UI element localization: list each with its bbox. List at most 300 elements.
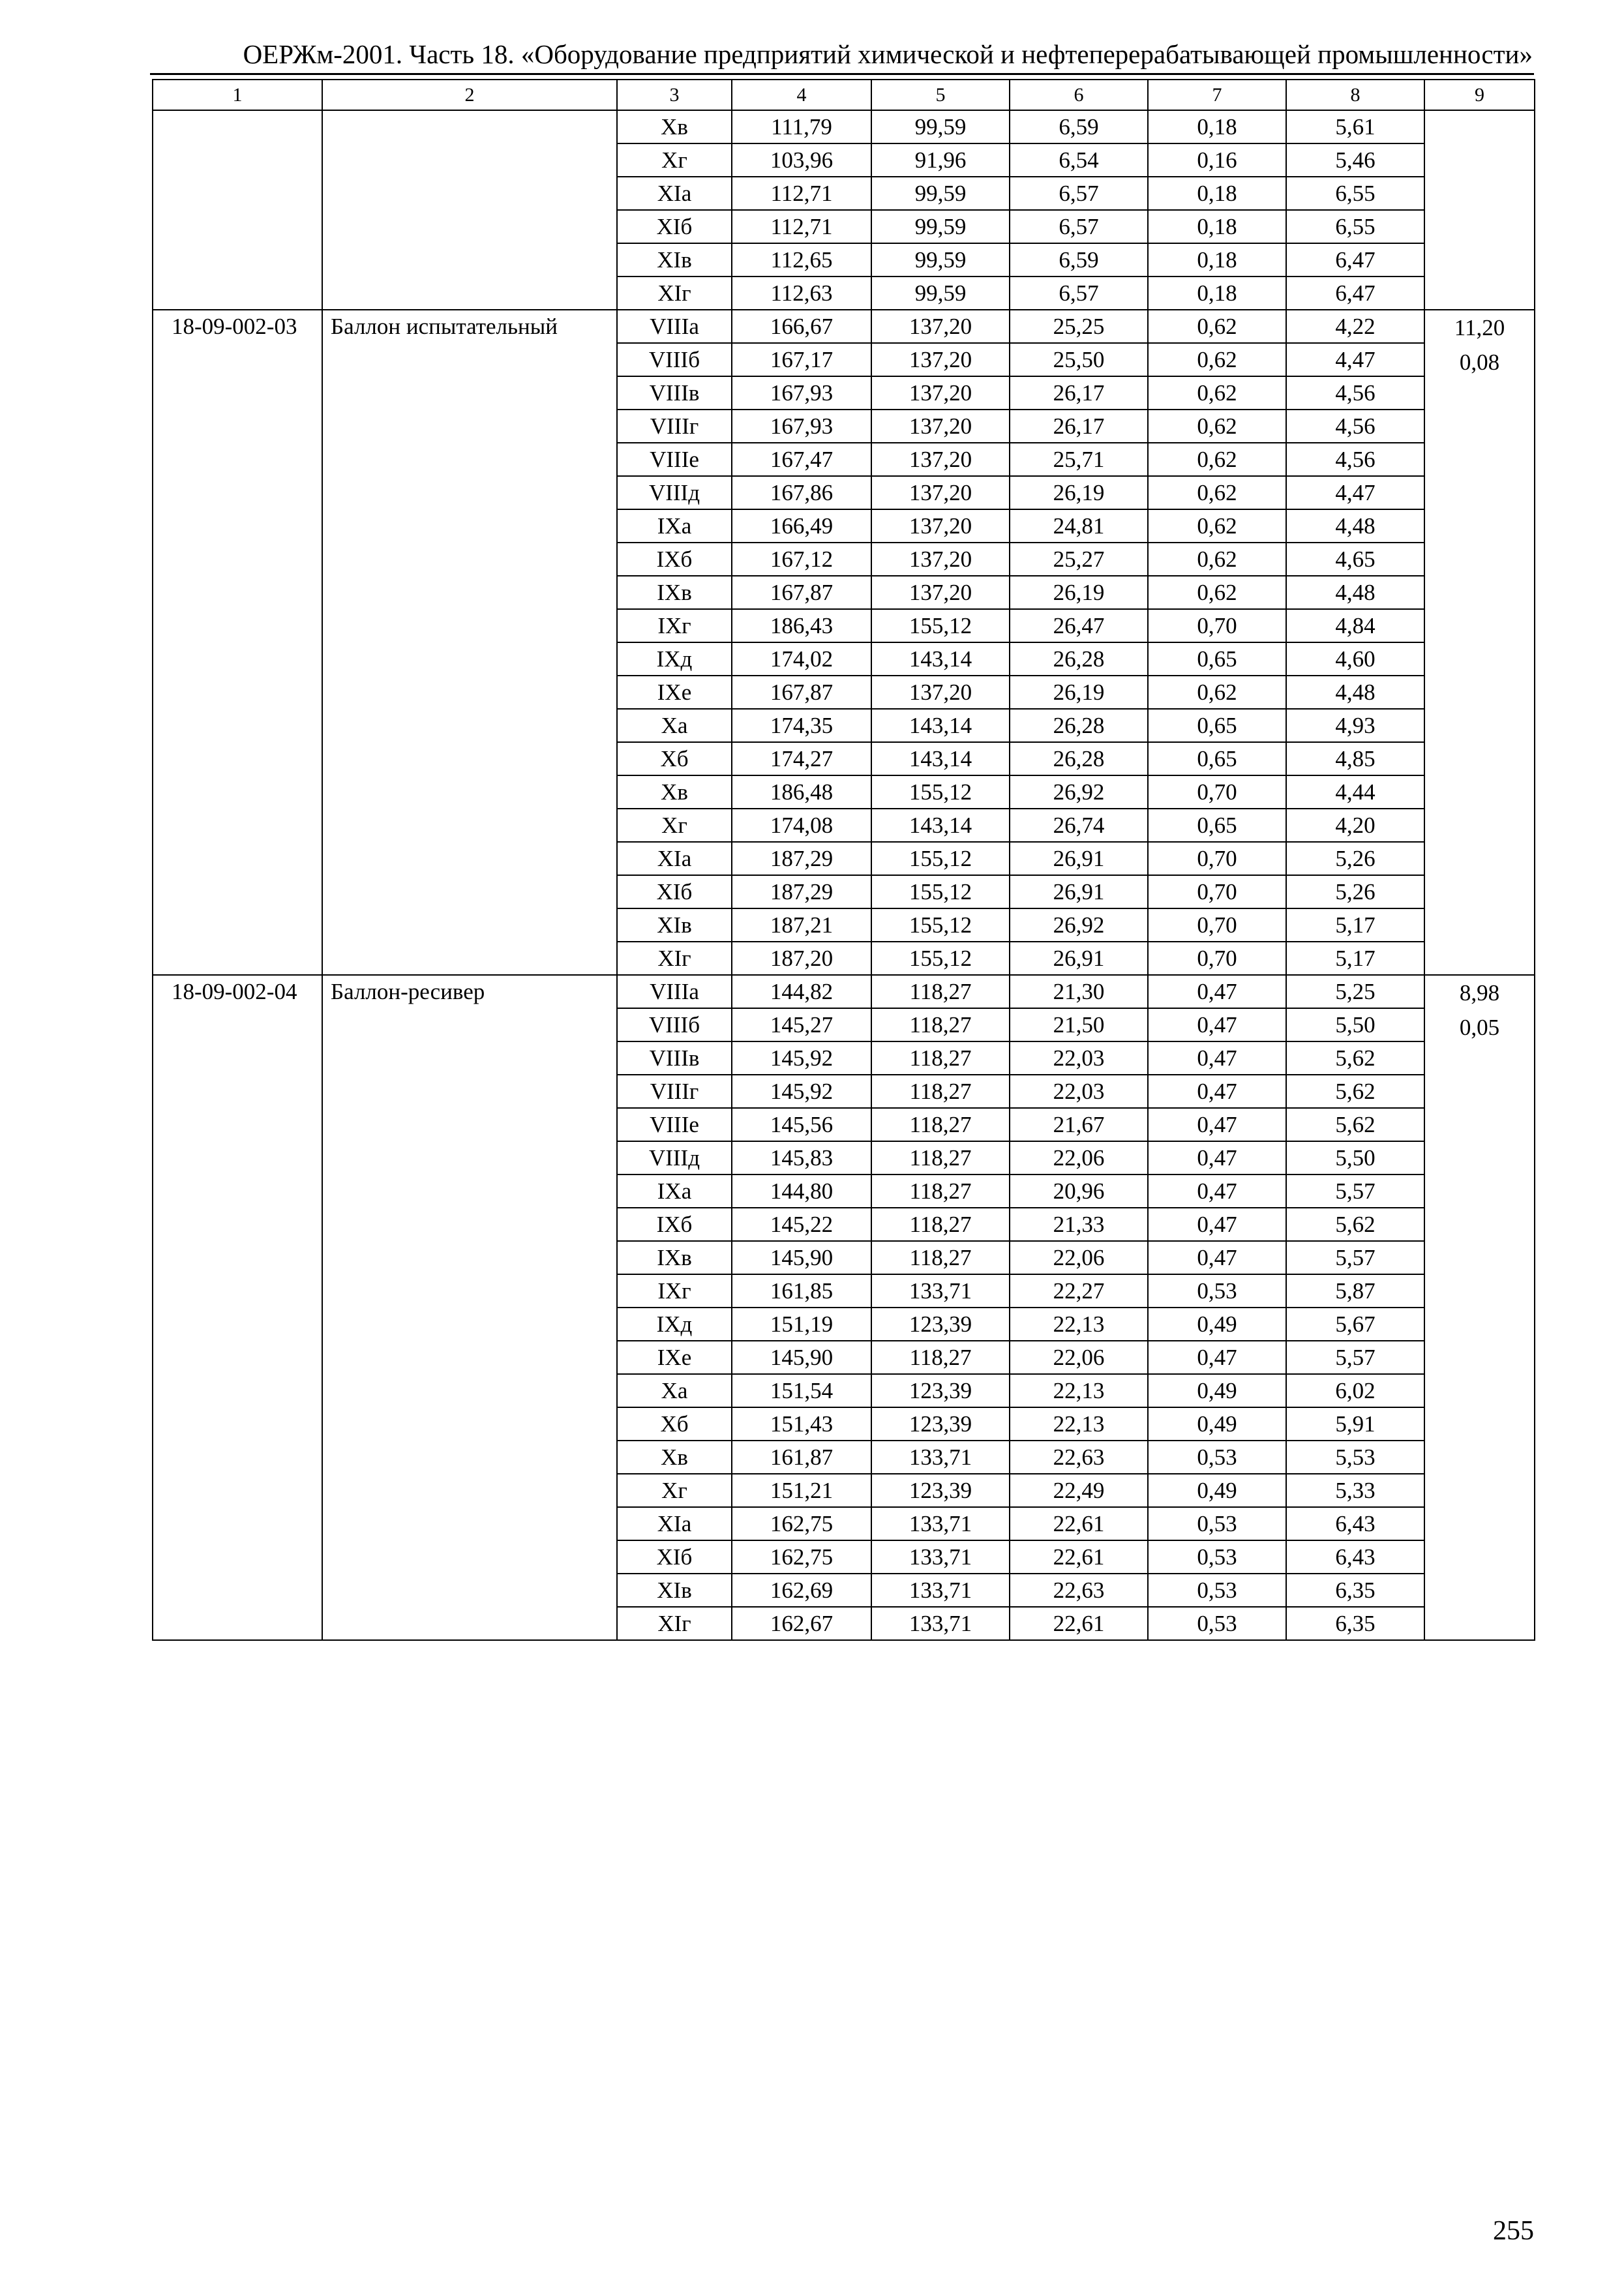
value-cell: 145,90 (732, 1341, 871, 1374)
value-cell: 112,71 (732, 177, 871, 210)
value-cell: 5,17 (1286, 942, 1424, 975)
value-cell: 118,27 (871, 1341, 1010, 1374)
value-cell: 4,84 (1286, 609, 1424, 642)
value-cell: 0,65 (1148, 742, 1286, 775)
value-cell: 167,93 (732, 410, 871, 443)
value-cell: 155,12 (871, 775, 1010, 809)
value-cell: 26,17 (1010, 376, 1148, 410)
value-cell: 167,87 (732, 676, 871, 709)
value-cell: 22,06 (1010, 1241, 1148, 1274)
value-cell: 0,18 (1148, 110, 1286, 143)
value-cell: 0,65 (1148, 709, 1286, 742)
value-cell: 6,57 (1010, 277, 1148, 310)
value-cell: 144,82 (732, 975, 871, 1008)
value-cell: 155,12 (871, 842, 1010, 875)
value-cell: 137,20 (871, 376, 1010, 410)
value-cell: 26,17 (1010, 410, 1148, 443)
variant-cell: VIIIд (617, 1141, 732, 1174)
value-cell: 5,46 (1286, 143, 1424, 177)
value-cell: 0,47 (1148, 1141, 1286, 1174)
value-cell: 6,47 (1286, 277, 1424, 310)
value-cell: 6,55 (1286, 177, 1424, 210)
column-number: 2 (322, 80, 617, 110)
variant-cell: ХIг (617, 277, 732, 310)
value-cell: 22,13 (1010, 1374, 1148, 1407)
value-cell: 0,53 (1148, 1540, 1286, 1574)
value-cell: 123,39 (871, 1407, 1010, 1441)
value-cell: 4,60 (1286, 642, 1424, 676)
value-cell: 0,70 (1148, 775, 1286, 809)
value-cell: 155,12 (871, 942, 1010, 975)
value-cell: 0,70 (1148, 875, 1286, 908)
value-cell: 123,39 (871, 1308, 1010, 1341)
value-cell: 0,18 (1148, 277, 1286, 310)
value-cell: 5,57 (1286, 1341, 1424, 1374)
value-cell: 99,59 (871, 210, 1010, 243)
variant-cell: IХа (617, 1174, 732, 1208)
variant-cell: Хб (617, 1407, 732, 1441)
value-cell: 5,25 (1286, 975, 1424, 1008)
variant-cell: IХг (617, 609, 732, 642)
value-cell: 0,62 (1148, 543, 1286, 576)
value-cell: 187,20 (732, 942, 871, 975)
variant-cell: IХв (617, 576, 732, 609)
value-cell: 22,63 (1010, 1574, 1148, 1607)
value-cell: 0,16 (1148, 143, 1286, 177)
value-cell: 112,71 (732, 210, 871, 243)
value-cell: 118,27 (871, 1075, 1010, 1108)
variant-cell: IХд (617, 642, 732, 676)
value-cell: 5,57 (1286, 1174, 1424, 1208)
value-cell: 26,28 (1010, 742, 1148, 775)
value-cell: 137,20 (871, 410, 1010, 443)
value-cell: 0,62 (1148, 376, 1286, 410)
value-cell: 5,91 (1286, 1407, 1424, 1441)
variant-cell: ХIб (617, 210, 732, 243)
value-cell: 0,49 (1148, 1374, 1286, 1407)
value-cell: 5,17 (1286, 908, 1424, 942)
value-cell: 5,67 (1286, 1308, 1424, 1341)
variant-cell: IХа (617, 509, 732, 543)
value-cell: 6,43 (1286, 1540, 1424, 1574)
value-cell: 0,53 (1148, 1607, 1286, 1640)
value-cell: 22,61 (1010, 1540, 1148, 1574)
value-cell: 5,33 (1286, 1474, 1424, 1507)
value-cell: 123,39 (871, 1474, 1010, 1507)
variant-cell: Хг (617, 143, 732, 177)
value-cell: 174,02 (732, 642, 871, 676)
value-cell: 144,80 (732, 1174, 871, 1208)
value-cell: 6,47 (1286, 243, 1424, 277)
value-cell: 0,70 (1148, 842, 1286, 875)
value-cell: 22,27 (1010, 1274, 1148, 1308)
variant-cell: VIIIе (617, 443, 732, 476)
value-cell: 133,71 (871, 1540, 1010, 1574)
variant-cell: ХIб (617, 875, 732, 908)
value-cell: 0,53 (1148, 1274, 1286, 1308)
value-cell: 0,62 (1148, 343, 1286, 376)
value-cell: 133,71 (871, 1607, 1010, 1640)
value-cell: 22,63 (1010, 1441, 1148, 1474)
value-cell: 21,50 (1010, 1008, 1148, 1041)
value-cell: 151,19 (732, 1308, 871, 1341)
value-cell: 6,57 (1010, 210, 1148, 243)
variant-cell: Хв (617, 110, 732, 143)
value-cell: 0,47 (1148, 1108, 1286, 1141)
column-number: 5 (871, 80, 1010, 110)
value-cell: 0,53 (1148, 1507, 1286, 1540)
value-cell: 167,47 (732, 443, 871, 476)
materials-value: 0,05 (1459, 1015, 1500, 1040)
value-cell: 6,35 (1286, 1607, 1424, 1640)
value-cell: 0,70 (1148, 942, 1286, 975)
variant-cell: VIIIа (617, 975, 732, 1008)
value-cell: 0,62 (1148, 310, 1286, 343)
value-cell: 145,22 (732, 1208, 871, 1241)
value-cell: 155,12 (871, 908, 1010, 942)
value-cell: 26,92 (1010, 775, 1148, 809)
value-cell: 6,54 (1010, 143, 1148, 177)
value-cell: 0,47 (1148, 1075, 1286, 1108)
table-row (153, 110, 1535, 143)
value-cell: 4,48 (1286, 676, 1424, 709)
value-cell: 4,56 (1286, 376, 1424, 410)
value-cell: 25,71 (1010, 443, 1148, 476)
value-cell: 6,59 (1010, 243, 1148, 277)
materials-value: 0,08 (1459, 350, 1500, 375)
value-cell: 155,12 (871, 875, 1010, 908)
value-cell: 143,14 (871, 809, 1010, 842)
value-cell: 145,92 (732, 1075, 871, 1108)
value-cell: 143,14 (871, 709, 1010, 742)
variant-cell: Хг (617, 1474, 732, 1507)
variant-cell: ХIг (617, 942, 732, 975)
variant-cell: ХIв (617, 908, 732, 942)
value-cell: 26,19 (1010, 476, 1148, 509)
value-cell: 22,03 (1010, 1041, 1148, 1075)
variant-cell: ХIв (617, 243, 732, 277)
materials-value: 11,20 (1454, 315, 1505, 340)
variant-cell: IХв (617, 1241, 732, 1274)
value-cell: 151,54 (732, 1374, 871, 1407)
value-cell: 22,06 (1010, 1341, 1148, 1374)
column-number: 4 (732, 80, 871, 110)
column-number: 3 (617, 80, 732, 110)
value-cell: 118,27 (871, 1008, 1010, 1041)
value-cell: 5,87 (1286, 1274, 1424, 1308)
value-cell: 174,08 (732, 809, 871, 842)
value-cell: 99,59 (871, 243, 1010, 277)
value-cell: 133,71 (871, 1507, 1010, 1540)
value-cell: 0,18 (1148, 177, 1286, 210)
value-cell: 6,35 (1286, 1574, 1424, 1607)
value-cell: 162,75 (732, 1507, 871, 1540)
variant-cell: ХIа (617, 842, 732, 875)
item-code: 18-09-002-03 (153, 310, 322, 975)
variant-cell: VIIIб (617, 343, 732, 376)
table-body (153, 80, 1535, 1640)
value-cell: 133,71 (871, 1441, 1010, 1474)
value-cell: 0,18 (1148, 243, 1286, 277)
value-cell: 137,20 (871, 676, 1010, 709)
value-cell: 6,02 (1286, 1374, 1424, 1407)
value-cell: 26,92 (1010, 908, 1148, 942)
value-cell: 0,47 (1148, 975, 1286, 1008)
value-cell: 21,33 (1010, 1208, 1148, 1241)
value-cell: 145,56 (732, 1108, 871, 1141)
value-cell: 0,49 (1148, 1407, 1286, 1441)
value-cell: 0,70 (1148, 908, 1286, 942)
value-cell: 137,20 (871, 443, 1010, 476)
variant-cell: Ха (617, 709, 732, 742)
value-cell: 4,85 (1286, 742, 1424, 775)
value-cell: 137,20 (871, 476, 1010, 509)
rates-table (152, 79, 1535, 1641)
header-rule (150, 73, 1534, 75)
value-cell: 118,27 (871, 975, 1010, 1008)
value-cell: 20,96 (1010, 1174, 1148, 1208)
running-header: ОЕРЖм-2001. Часть 18. «Оборудование предприятий химической и нефтеперерабатывающей промышленности» (243, 39, 1533, 69)
value-cell: 26,19 (1010, 676, 1148, 709)
value-cell: 5,53 (1286, 1441, 1424, 1474)
value-cell: 187,21 (732, 908, 871, 942)
value-cell: 143,14 (871, 742, 1010, 775)
value-cell: 103,96 (732, 143, 871, 177)
value-cell: 26,91 (1010, 875, 1148, 908)
value-cell: 26,28 (1010, 709, 1148, 742)
value-cell: 0,62 (1148, 509, 1286, 543)
value-cell: 162,75 (732, 1540, 871, 1574)
variant-cell: VIIIд (617, 476, 732, 509)
value-cell: 5,50 (1286, 1008, 1424, 1041)
column-number: 6 (1010, 80, 1148, 110)
value-cell: 118,27 (871, 1108, 1010, 1141)
variant-cell: IХг (617, 1274, 732, 1308)
value-cell: 166,49 (732, 509, 871, 543)
value-cell: 0,47 (1148, 1174, 1286, 1208)
value-cell: 123,39 (871, 1374, 1010, 1407)
value-cell: 133,71 (871, 1274, 1010, 1308)
value-cell: 26,47 (1010, 609, 1148, 642)
value-cell: 22,13 (1010, 1407, 1148, 1441)
variant-cell: IХе (617, 676, 732, 709)
variant-cell: VIIIб (617, 1008, 732, 1041)
value-cell: 186,48 (732, 775, 871, 809)
value-cell: 22,61 (1010, 1507, 1148, 1540)
value-cell: 0,18 (1148, 210, 1286, 243)
variant-cell: VIIIг (617, 1075, 732, 1108)
value-cell: 167,86 (732, 476, 871, 509)
value-cell: 137,20 (871, 543, 1010, 576)
variant-cell: VIIIа (617, 310, 732, 343)
value-cell: 167,17 (732, 343, 871, 376)
value-cell: 167,12 (732, 543, 871, 576)
value-cell: 174,35 (732, 709, 871, 742)
variant-cell: Хб (617, 742, 732, 775)
value-cell: 4,93 (1286, 709, 1424, 742)
value-cell: 0,62 (1148, 410, 1286, 443)
value-cell: 0,62 (1148, 676, 1286, 709)
value-cell: 6,55 (1286, 210, 1424, 243)
value-cell: 4,48 (1286, 576, 1424, 609)
value-cell: 0,47 (1148, 1241, 1286, 1274)
variant-cell: VIIIг (617, 410, 732, 443)
value-cell: 0,53 (1148, 1574, 1286, 1607)
column-number: 8 (1286, 80, 1424, 110)
variant-cell: ХIв (617, 1574, 732, 1607)
value-cell: 5,26 (1286, 875, 1424, 908)
item-code: 18-09-002-04 (153, 975, 322, 1640)
value-cell: 4,20 (1286, 809, 1424, 842)
value-cell: 151,21 (732, 1474, 871, 1507)
value-cell: 4,56 (1286, 410, 1424, 443)
value-cell: 22,06 (1010, 1141, 1148, 1174)
value-cell: 22,03 (1010, 1075, 1148, 1108)
variant-cell: Хв (617, 775, 732, 809)
value-cell: 151,43 (732, 1407, 871, 1441)
value-cell: 5,57 (1286, 1241, 1424, 1274)
column-number: 7 (1148, 80, 1286, 110)
value-cell: 4,48 (1286, 509, 1424, 543)
value-cell: 0,62 (1148, 443, 1286, 476)
value-cell: 26,74 (1010, 809, 1148, 842)
value-cell: 0,49 (1148, 1474, 1286, 1507)
item-name: Баллон испытательный (322, 310, 617, 975)
value-cell: 24,81 (1010, 509, 1148, 543)
value-cell: 26,91 (1010, 842, 1148, 875)
value-cell: 0,47 (1148, 1041, 1286, 1075)
value-cell: 5,62 (1286, 1075, 1424, 1108)
value-cell: 25,50 (1010, 343, 1148, 376)
value-cell: 5,61 (1286, 110, 1424, 143)
value-cell: 21,67 (1010, 1108, 1148, 1141)
materials-cell (1424, 975, 1535, 1640)
item-name (322, 110, 617, 310)
variant-cell: ХIб (617, 1540, 732, 1574)
value-cell: 4,65 (1286, 543, 1424, 576)
value-cell: 137,20 (871, 310, 1010, 343)
column-number-row (153, 80, 1535, 110)
value-cell: 137,20 (871, 343, 1010, 376)
value-cell: 161,87 (732, 1441, 871, 1474)
value-cell: 4,47 (1286, 343, 1424, 376)
value-cell: 4,47 (1286, 476, 1424, 509)
value-cell: 0,65 (1148, 809, 1286, 842)
value-cell: 0,62 (1148, 476, 1286, 509)
value-cell: 118,27 (871, 1041, 1010, 1075)
value-cell: 99,59 (871, 277, 1010, 310)
materials-cell (1424, 310, 1535, 975)
value-cell: 118,27 (871, 1241, 1010, 1274)
variant-cell: ХIа (617, 1507, 732, 1540)
value-cell: 174,27 (732, 742, 871, 775)
value-cell: 26,19 (1010, 576, 1148, 609)
page-number: 255 (1493, 2216, 1534, 2246)
value-cell: 4,56 (1286, 443, 1424, 476)
variant-cell: ХIг (617, 1607, 732, 1640)
value-cell: 25,27 (1010, 543, 1148, 576)
materials-value: 8,98 (1459, 980, 1500, 1006)
variant-cell: IХд (617, 1308, 732, 1341)
value-cell: 161,85 (732, 1274, 871, 1308)
value-cell: 26,28 (1010, 642, 1148, 676)
value-cell: 22,13 (1010, 1308, 1148, 1341)
table-row (153, 310, 1535, 343)
value-cell: 99,59 (871, 110, 1010, 143)
value-cell: 4,44 (1286, 775, 1424, 809)
value-cell: 118,27 (871, 1208, 1010, 1241)
value-cell: 5,50 (1286, 1141, 1424, 1174)
value-cell: 162,69 (732, 1574, 871, 1607)
value-cell: 5,62 (1286, 1108, 1424, 1141)
value-cell: 137,20 (871, 576, 1010, 609)
value-cell: 6,59 (1010, 110, 1148, 143)
table-row (153, 975, 1535, 1008)
value-cell: 145,92 (732, 1041, 871, 1075)
value-cell: 6,43 (1286, 1507, 1424, 1540)
value-cell: 0,47 (1148, 1341, 1286, 1374)
value-cell: 0,47 (1148, 1208, 1286, 1241)
value-cell: 22,49 (1010, 1474, 1148, 1507)
value-cell: 22,61 (1010, 1607, 1148, 1640)
variant-cell: VIIIе (617, 1108, 732, 1141)
value-cell: 166,67 (732, 310, 871, 343)
value-cell: 4,22 (1286, 310, 1424, 343)
value-cell: 5,62 (1286, 1208, 1424, 1241)
value-cell: 6,57 (1010, 177, 1148, 210)
value-cell: 112,63 (732, 277, 871, 310)
value-cell: 118,27 (871, 1174, 1010, 1208)
value-cell: 21,30 (1010, 975, 1148, 1008)
value-cell: 111,79 (732, 110, 871, 143)
column-number: 9 (1424, 80, 1535, 110)
value-cell: 112,65 (732, 243, 871, 277)
item-name: Баллон-ресивер (322, 975, 617, 1640)
value-cell: 167,87 (732, 576, 871, 609)
value-cell: 167,93 (732, 376, 871, 410)
variant-cell: VIIIв (617, 1041, 732, 1075)
value-cell: 26,91 (1010, 942, 1148, 975)
column-number: 1 (153, 80, 322, 110)
value-cell: 145,83 (732, 1141, 871, 1174)
value-cell: 0,49 (1148, 1308, 1286, 1341)
value-cell: 0,70 (1148, 609, 1286, 642)
value-cell: 143,14 (871, 642, 1010, 676)
variant-cell: Хг (617, 809, 732, 842)
value-cell: 91,96 (871, 143, 1010, 177)
value-cell: 187,29 (732, 875, 871, 908)
value-cell: 5,26 (1286, 842, 1424, 875)
value-cell: 0,53 (1148, 1441, 1286, 1474)
value-cell: 155,12 (871, 609, 1010, 642)
variant-cell: Ха (617, 1374, 732, 1407)
variant-cell: IХб (617, 543, 732, 576)
value-cell: 145,27 (732, 1008, 871, 1041)
value-cell: 186,43 (732, 609, 871, 642)
value-cell: 133,71 (871, 1574, 1010, 1607)
value-cell: 0,65 (1148, 642, 1286, 676)
value-cell: 162,67 (732, 1607, 871, 1640)
variant-cell: ХIа (617, 177, 732, 210)
value-cell: 25,25 (1010, 310, 1148, 343)
value-cell: 99,59 (871, 177, 1010, 210)
materials-cell (1424, 110, 1535, 310)
value-cell: 0,62 (1148, 576, 1286, 609)
variant-cell: IХе (617, 1341, 732, 1374)
item-code (153, 110, 322, 310)
variant-cell: Хв (617, 1441, 732, 1474)
variant-cell: IХб (617, 1208, 732, 1241)
